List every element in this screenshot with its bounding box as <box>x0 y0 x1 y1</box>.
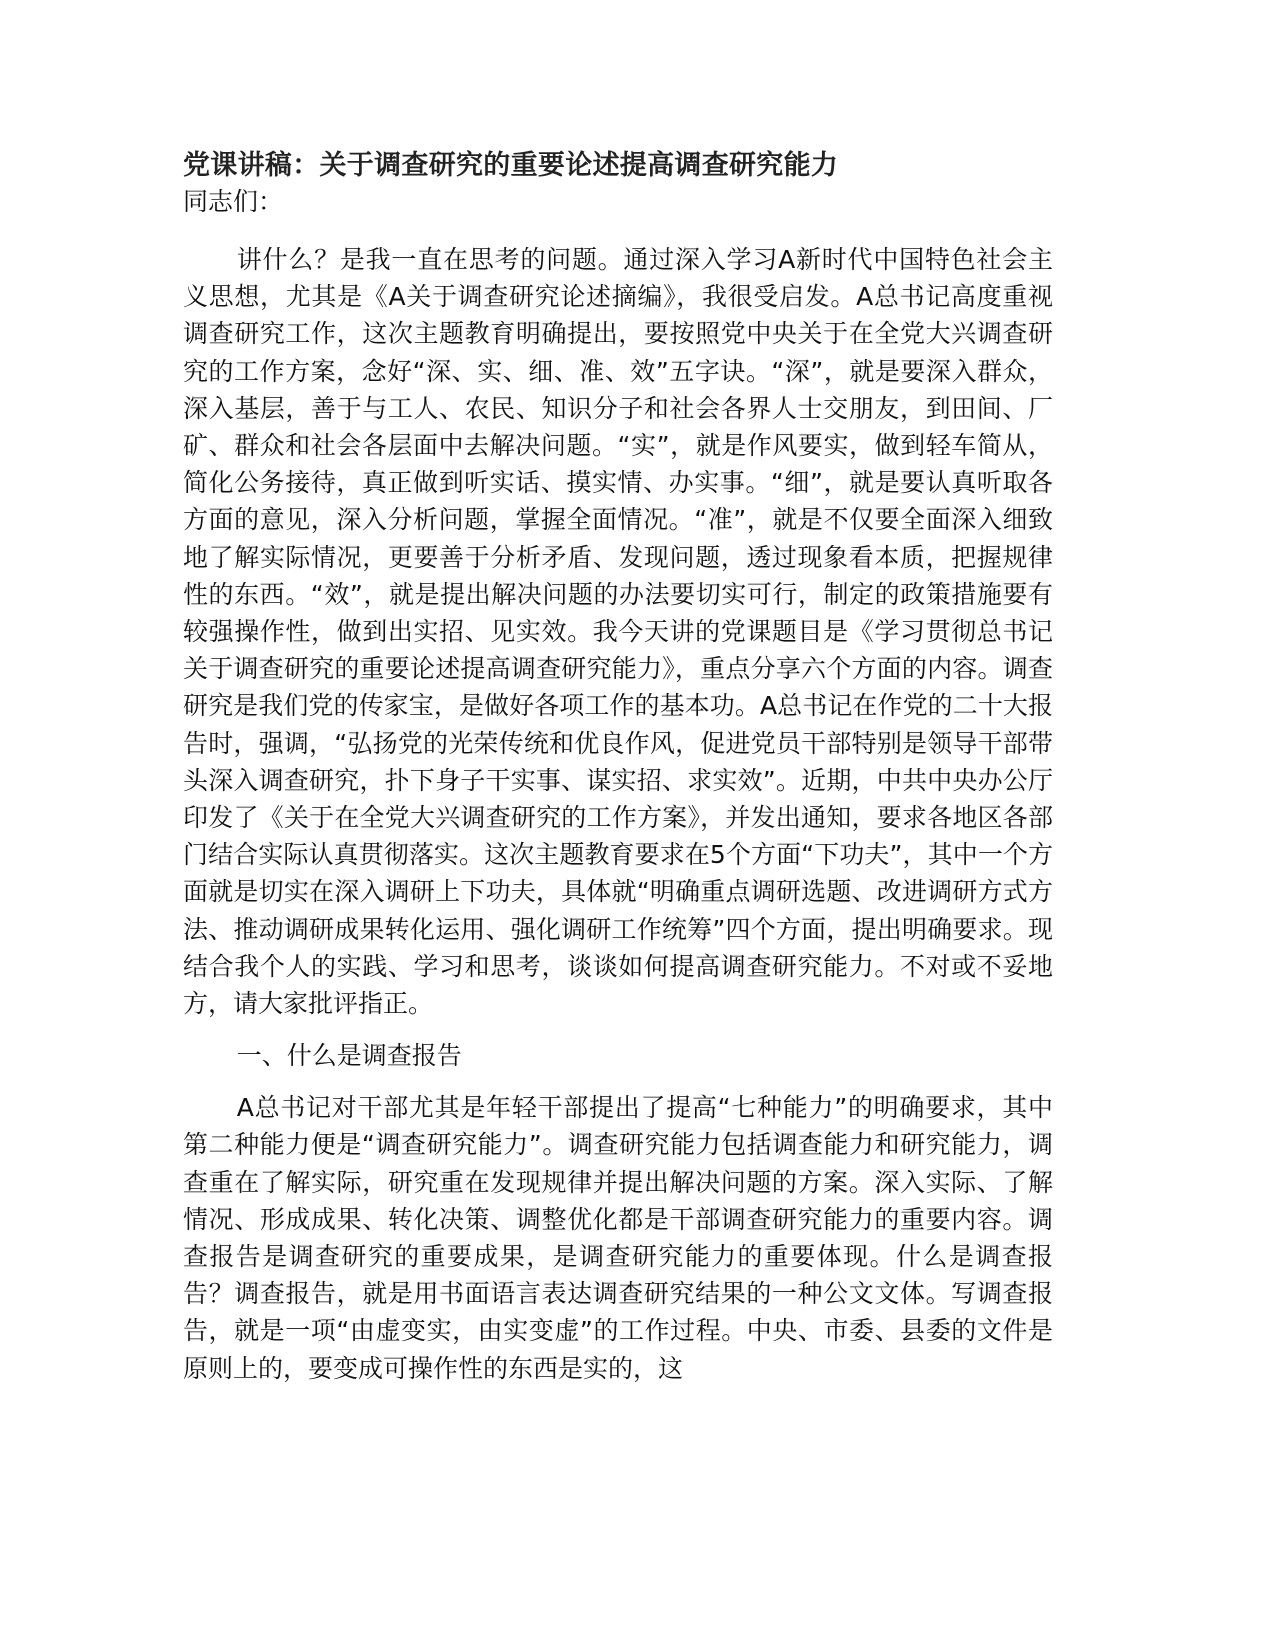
paragraph-section-one: A总书记对干部尤其是年轻干部提出了提高“七种能力”的明确要求，其中第二种能力便是“调查研究能力”。调查研究能力包括调查能力和研究能力，调查重在了解实际，研究重在发现规律并提出解决问题的方案。深入实际、了解情况、形成成果、转化决策、调整优化都是干部调查研究能力的重要内容。调查报告是调查研究的重要成果，是调查研究能力的重要体现。什么是调查报告？调查报告，就是用书面语言表达调查研究结果的一种公文文体。写调查报告，就是一项“由虚变实，由实变虚”的工作过程。中央、市委、县委的文件是原则上的，要变成可操作性的东西是实的，这 <box>183 1093 1053 1383</box>
document-body <box>183 148 1053 1387</box>
paragraph-intro: 讲什么？是我一直在思考的问题。通过深入学习A新时代中国特色社会主义思想，尤其是《A关于调查研究论述摘编》，我很受启发。A总书记高度重视调查研究工作，这次主题教育明确提出，要按照党中央关于在全党大兴调查研究的工作方案，念好“深、实、细、准、效”五字诀。“深”，就是要深入群众，深入基层，善于与工人、农民、知识分子和社会各界人士交朋友，到田间、厂矿、群众和社会各层面中去解决问题。“实”，就是作风要实，做到轻车简从，简化公务接待，真正做到听实话、摸实情、办实事。“细”，就是要认真听取各方面的意见，深入分析问题，掌握全面情况。“准”，就是不仅要全面深入细致地了解实际情况，更要善于分析矛盾、发现问题，透过现象看本质，把握规律性的东西。“效”，就是提出解决问题的办法要切实可行，制定的政策措施要有较强操作性，做到出实招、见实效。我今天讲的党课题目是《学习贯彻总书记关于调查研究的重要论述提高调查研究能力》，重点分享六个方面的内容。调查研究是我们党的传家宝，是做好各项工作的基本功。A总书记在作党的二十大报告时，强调，“弘扬党的光荣传统和优良作风，促进党员干部特别是领导干部带头深入调查研究，扑下身子干实事、谋实招、求实效”。近期，中共中央办公厅印发了《关于在全党大兴调查研究的工作方案》，并发出通知，要求各地区各部门结合实际认真贯彻落实。这次主题教育要求在5个方面“下功夫”，其中一个方面就是切实在深入调研上下功夫，具体就“明确重点调研选题、改进调研方式方法、推动调研成果转化运用、强化调研工作统筹”四个方面，提出明确要求。现结合我个人的实践、学习和思考，谈谈如何提高调查研究能力。不对或不妥地方，请大家批评指正。 <box>183 245 1053 1019</box>
document-title: 党课讲稿：关于调查研究的重要论述提高调查研究能力 <box>183 150 839 181</box>
section-heading: 一、什么是调查报告 <box>236 1041 462 1071</box>
salutation: 同志们： <box>183 187 284 216</box>
